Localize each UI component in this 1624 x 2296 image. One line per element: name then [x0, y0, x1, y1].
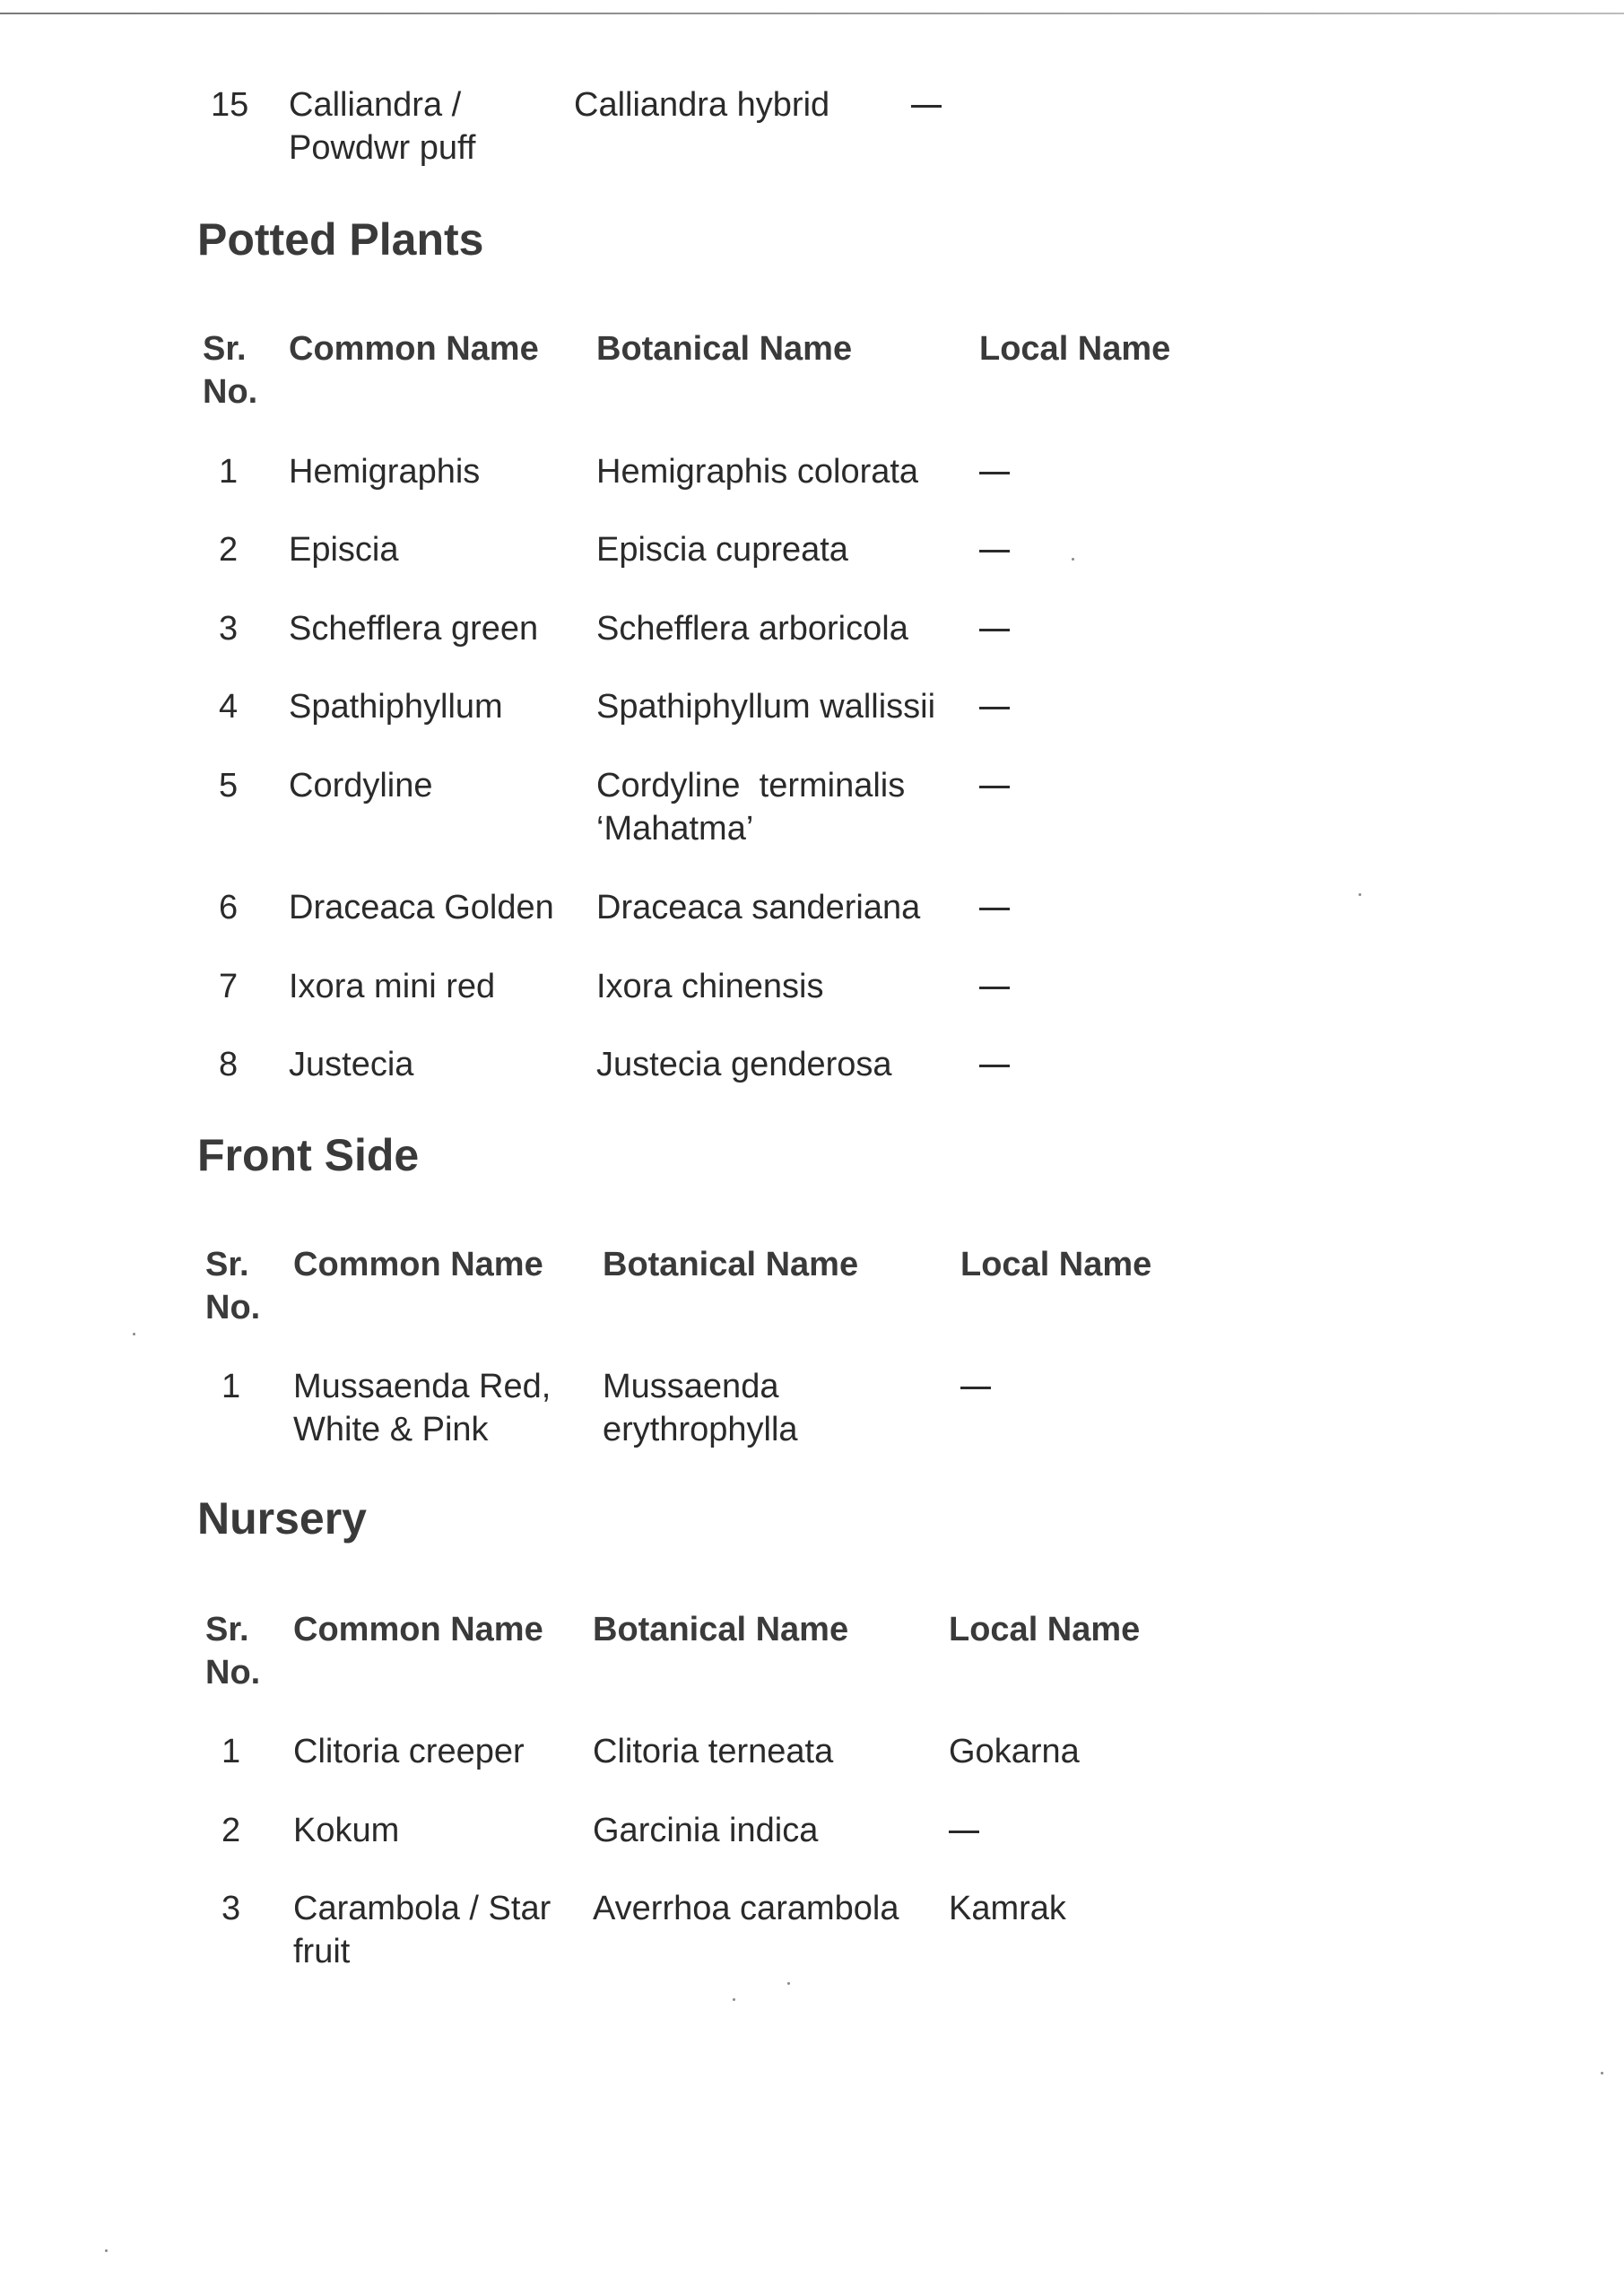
scan-speck — [787, 1982, 790, 1985]
header-botanical-name: Botanical Name — [593, 1611, 849, 1648]
common-name: Mussaenda Red, White & Pink — [293, 1368, 551, 1448]
botanical-name: Clitoria terneata — [593, 1733, 834, 1770]
local-name — [979, 1043, 1010, 1086]
sr-no: 3 — [219, 610, 239, 648]
common-name: Clitoria creeper — [293, 1733, 525, 1770]
section-title-nursery: Nursery — [197, 1493, 367, 1544]
common-name: Cordyline — [289, 767, 433, 804]
header-sr-no: Sr. No. — [205, 1611, 261, 1692]
dash-mark — [979, 908, 1010, 910]
header-sr-no: Sr. No. — [205, 1246, 261, 1326]
local-name: Kamrak — [949, 1890, 1066, 1927]
local-name — [949, 1809, 979, 1852]
sr-no: 2 — [221, 1812, 241, 1849]
header-common-name: Common Name — [293, 1611, 543, 1648]
botanical-name: Mussaenda erythrophylla — [603, 1368, 798, 1448]
header-botanical-name: Botanical Name — [603, 1246, 859, 1283]
common-name: Draceaca Golden — [289, 889, 554, 926]
scan-speck — [1601, 2072, 1603, 2074]
sr-no: 3 — [221, 1890, 241, 1927]
local-name: Gokarna — [949, 1733, 1080, 1770]
common-name: Kokum — [293, 1812, 400, 1849]
common-name: Episcia — [289, 531, 399, 569]
local-name — [979, 764, 1010, 807]
section-title-potted-plants: Potted Plants — [197, 214, 484, 265]
scan-speck — [133, 1333, 135, 1335]
common-name: Carambola / Star fruit — [293, 1890, 551, 1970]
local-name — [979, 886, 1010, 929]
dash-mark — [979, 786, 1010, 788]
header-local-name: Local Name — [979, 330, 1171, 368]
scan-speck — [1072, 558, 1074, 561]
local-name — [979, 685, 1010, 728]
common-name: Spathiphyllum — [289, 688, 503, 726]
header-local-name: Local Name — [960, 1246, 1152, 1283]
dash-mark — [979, 629, 1010, 631]
header-local-name: Local Name — [949, 1611, 1141, 1648]
local-name — [911, 83, 942, 126]
header-common-name: Common Name — [293, 1246, 543, 1283]
scan-speck — [1359, 893, 1361, 896]
local-name — [979, 965, 1010, 1008]
sr-no: 1 — [219, 453, 239, 491]
scan-top-edge-line — [0, 13, 1624, 14]
sr-no: 7 — [219, 968, 239, 1005]
sr-no: 1 — [221, 1368, 241, 1405]
scan-speck — [105, 2249, 108, 2252]
scan-speck — [733, 1998, 735, 2001]
dash-mark — [979, 472, 1010, 474]
dash-mark — [949, 1831, 979, 1833]
header-botanical-name: Botanical Name — [596, 330, 853, 368]
sr-no: 2 — [219, 531, 239, 569]
botanical-name: Hemigraphis colorata — [596, 453, 919, 491]
botanical-name: Cordyline terminalis ‘Mahatma’ — [596, 767, 906, 848]
common-name: Calliandra / Powdwr puff — [289, 86, 476, 167]
sr-no: 8 — [219, 1046, 239, 1083]
common-name: Hemigraphis — [289, 453, 481, 491]
dash-mark — [979, 1065, 1010, 1067]
sr-no: 4 — [219, 688, 239, 726]
botanical-name: Garcinia indica — [593, 1812, 819, 1849]
botanical-name: Draceaca sanderiana — [596, 889, 921, 926]
dash-mark — [979, 987, 1010, 989]
common-name: Schefflera green — [289, 610, 539, 648]
section-title-front-side: Front Side — [197, 1130, 420, 1180]
dash-mark — [960, 1387, 991, 1389]
local-name — [979, 528, 1010, 571]
botanical-name: Calliandra hybrid — [574, 86, 830, 124]
local-name — [960, 1365, 991, 1408]
common-name: Ixora mini red — [289, 968, 496, 1005]
botanical-name: Justecia genderosa — [596, 1046, 892, 1083]
botanical-name: Episcia cupreata — [596, 531, 848, 569]
botanical-name: Spathiphyllum wallissii — [596, 688, 936, 726]
botanical-name: Schefflera arboricola — [596, 610, 908, 648]
common-name: Justecia — [289, 1046, 414, 1083]
local-name — [979, 607, 1010, 650]
local-name — [979, 450, 1010, 493]
sr-no: 5 — [219, 767, 239, 804]
dash-mark — [979, 550, 1010, 552]
botanical-name: Averrhoa carambola — [593, 1890, 899, 1927]
sr-no: 6 — [219, 889, 239, 926]
sr-no: 15 — [211, 86, 249, 124]
sr-no: 1 — [221, 1733, 241, 1770]
header-sr-no: Sr. No. — [203, 330, 258, 411]
header-common-name: Common Name — [289, 330, 539, 368]
botanical-name: Ixora chinensis — [596, 968, 824, 1005]
dash-mark — [979, 707, 1010, 709]
dash-mark — [911, 105, 942, 108]
